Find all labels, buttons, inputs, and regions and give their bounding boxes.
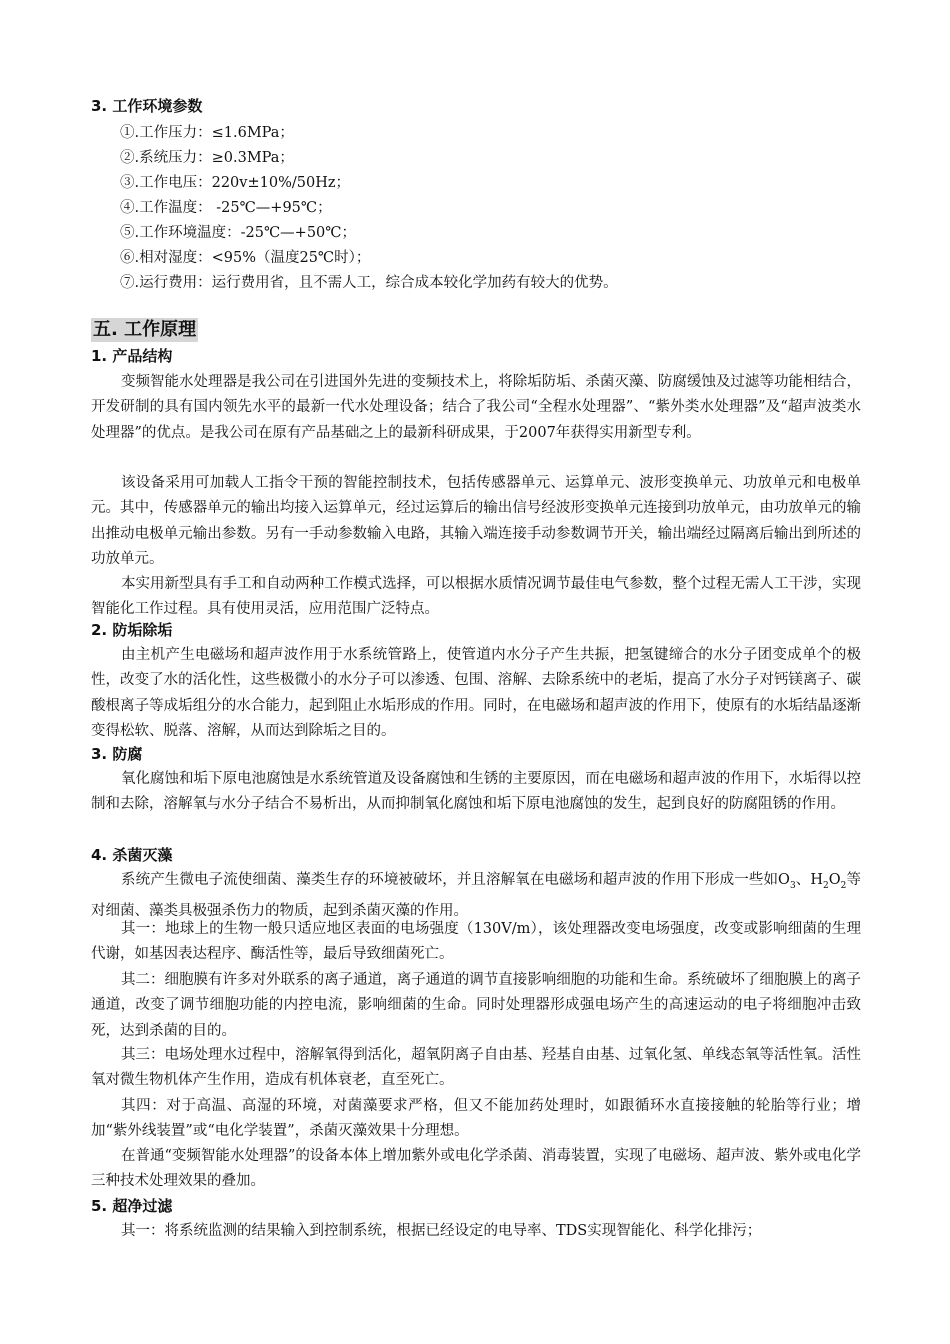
paragraph-sterilization-combined: 在普通“变频智能水处理器”的设备本体上增加紫外或电化学杀菌、消毒装置，实现了电磁场、超声波、紫外或电化学三种技术处理效果的叠加。 [91,1148,861,1190]
paragraph-scale-removal: 由主机产生电磁场和超声波作用于水系统管路上，使管道内水分子产生共振，把氢键缔合的水分子团变成单个的极性，改变了水的活化性，这些极微小的水分子可以渗透、包围、溶解、去除系统中的老垢，提高了水分子对钙镁离子、碳酸根离子等成垢组分的水合能力，起到阻止水垢形成的作用。同时，在电磁场和超声波的作用下，使原有的水垢结晶逐渐变得松软、脱落、溶解，从而达到除垢之目的。 [91,647,861,740]
param-item-working-pressure: ①.工作压力：≤1.6MPa； [120,125,294,141]
paragraph-anticorrosion: 氧化腐蚀和垢下原电池腐蚀是水系统管道及设备腐蚀和生锈的主要原因，而在电磁场和超声波的作用下，水垢得以控制和去除，溶解氧与水分子结合不易析出，从而抑制氧化腐蚀和垢下原电池腐蚀的发生，起到良好的防腐阻锈的作用。 [91,771,861,813]
paragraph-work-modes: 本实用新型具有手工和自动两种工作模式选择，可以根据水质情况调节最佳电气参数，整个过程无需人工干涉，实现智能化工作过程。具有使用灵活，应用范围广泛特点。 [91,576,861,618]
param-item-ambient-temperature: ⑤.工作环境温度：-25℃—+50℃； [120,225,356,241]
paragraph-sterilization-second: 其二：细胞膜有许多对外联系的离子通道，离子通道的调节直接影响细胞的功能和生命。系统破坏了细胞膜上的离子通道，改变了调节细胞功能的内控电流，影响细菌的生命。同时处理器形成强电场产生的高速运动的电子将细胞冲击致死，达到杀菌的目的。 [91,972,861,1039]
paragraph-sterilization-intro: 系统产生微电子流使细菌、藻类生存的环境被破坏，并且溶解氧在电磁场和超声波的作用下形成一些如$O_3$、$H_2O_2$等对细菌、藻类具极强杀伤力的物质，起到杀菌灭藻的作用。 [91,872,862,920]
section-heading-work-environment: 3. 工作环境参数 [91,97,203,115]
paragraph-ultrafiltration-first: 其一：将系统监测的结果输入到控制系统，根据已经设定的电导率、TDS实现智能化、科学化排污； [121,1223,762,1239]
section-heading-sterilization: 4. 杀菌灭藻 [91,846,173,864]
section-heading-anticorrosion: 3. 防腐 [91,745,143,763]
paragraph-control-technology: 该设备采用可加载人工指令干预的智能控制技术，包括传感器单元、运算单元、波形变换单元、功放单元和电极单元。其中，传感器单元的输出均接入运算单元，经过运算后的输出信号经波形变换单元连接到功放单元，由功放单元的输出推动电极单元输出参数。另有一手动参数输入电路，其输入端连接手动参数调节开关，输出端经过隔离后输出到所述的功放单元。 [91,475,861,568]
param-item-operating-cost: ⑦.运行费用：运行费用省，且不需人工，综合成本较化学加药有较大的优势。 [120,275,618,291]
param-item-relative-humidity: ⑥.相对湿度：<95%（温度25℃时）； [120,250,371,266]
param-item-system-pressure: ②.系统压力：≥0.3MPa； [120,150,294,166]
param-item-working-voltage: ③.工作电压：220v±10%/50Hz； [120,175,350,191]
paragraph-sterilization-fourth: 其四：对于高温、高湿的环境，对菌藻要求严格，但又不能加药处理时，如跟循环水直接接触的轮胎等行业；增加“紫外线装置”或“电化学装置”，杀菌灭藻效果十分理想。 [91,1098,861,1140]
section-heading-product-structure: 1. 产品结构 [91,347,173,365]
chapter-title-working-principle: 五. 工作原理 [93,319,197,340]
section-heading-scale-removal: 2. 防垢除垢 [91,621,173,639]
paragraph-product-intro: 变频智能水处理器是我公司在引进国外先进的变频技术上，将除垢防垢、杀菌灭藻、防腐缓蚀及过滤等功能相结合，开发研制的具有国内领先水平的最新一代水处理设备；结合了我公司“全程水处理器”、“紫外类水处理器”及“超声波类水处理器”的优点。是我公司在原有产品基础之上的最新科研成果，于2007年获得实用新型专利。 [91,374,861,441]
section-heading-ultrafiltration: 5. 超净过滤 [91,1197,173,1215]
paragraph-sterilization-third: 其三：电场处理水过程中，溶解氧得到活化，超氧阴离子自由基、羟基自由基、过氧化氢、单线态氧等活性氧。活性氧对微生物机体产生作用，造成有机体衰老，直至死亡。 [91,1047,861,1089]
paragraph-sterilization-first: 其一：地球上的生物一般只适应地区表面的电场强度（130V/m），该处理器改变电场强度，改变或影响细菌的生理代谢，如基因表达程序、酶活性等，最后导致细菌死亡。 [91,921,861,963]
param-item-working-temperature: ④.工作温度： -25℃—+95℃； [120,200,332,216]
